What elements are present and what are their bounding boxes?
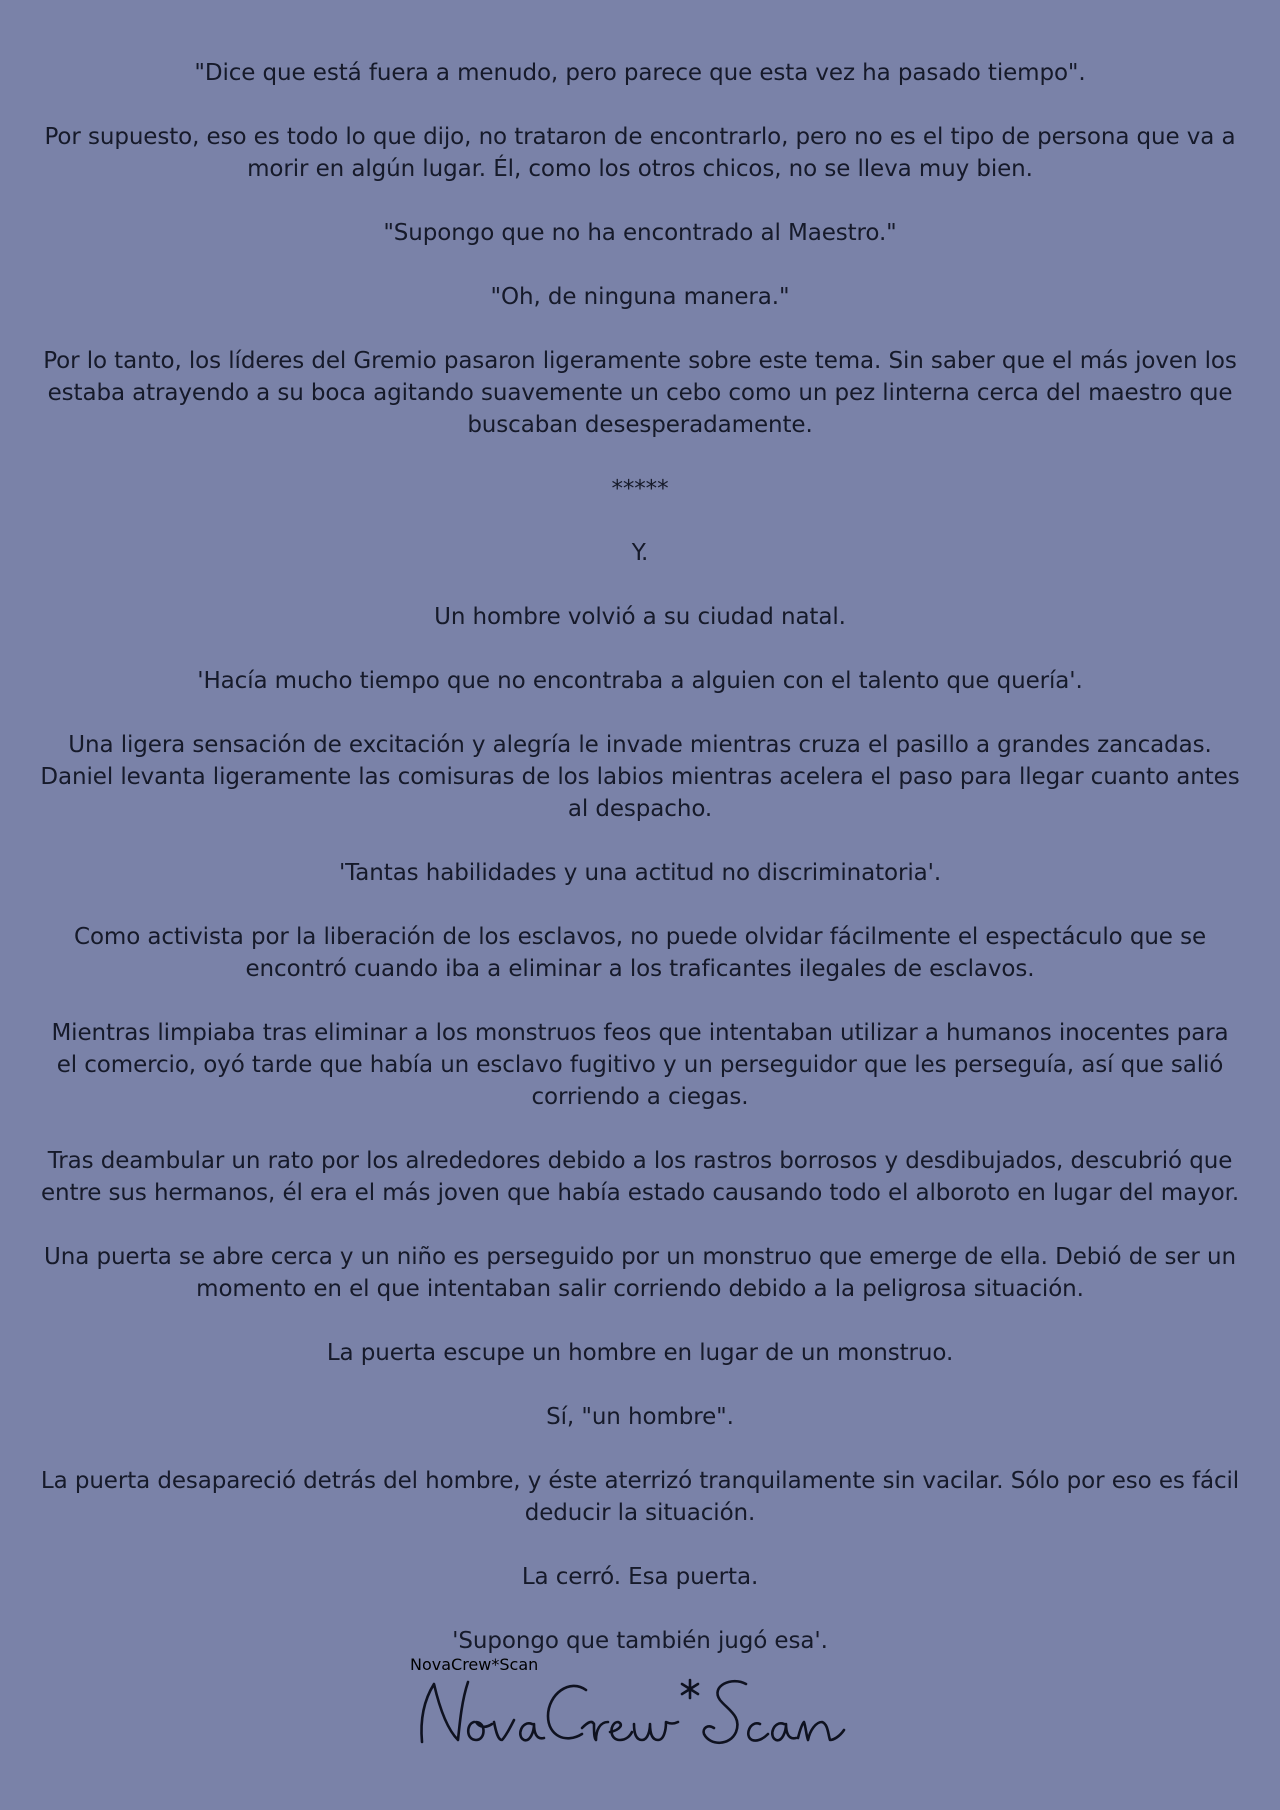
paragraph-18: La puerta desapareció detrás del hombre, y éste aterrizó tranquilamente sin vacilar. Sólo por eso es fácil deducir la situación.	[40, 1468, 1240, 1526]
paragraph-15: Una puerta se abre cerca y un niño es perseguido por un monstruo que emerge de ella. Debió de ser un momento en el que intentaban salir corriendo debido a la peligrosa situación.	[44, 1244, 1236, 1302]
document-body	[40, 57, 1240, 1689]
paragraph-8: Un hombre volvió a su ciudad natal.	[434, 604, 846, 630]
paragraph-12: Como activista por la liberación de los esclavos, no puede olvidar fácilmente el espectáculo que se encontró cuando iba a eliminar a los traficantes ilegales de esclavos.	[73, 924, 1206, 982]
paragraph-16: La puerta escupe un hombre en lugar de un monstruo.	[326, 1340, 954, 1366]
paragraph-3: "Supongo que no ha encontrado al Maestro."	[383, 220, 897, 246]
paragraph-7: Y.	[631, 540, 649, 566]
paragraph-9: 'Hacía mucho tiempo que no encontraba a alguien con el talento que quería'.	[197, 668, 1083, 694]
paragraph-4: "Oh, de ninguna manera."	[490, 284, 790, 310]
paragraph-20: 'Supongo que también jugó esa'.	[452, 1628, 828, 1654]
paragraph-14: Tras deambular un rato por los alrededores debido a los rastros borrosos y desdibujados, descubrió que entre sus hermanos, él era el más joven que había estado causando todo el alboroto en lugar del mayor.	[40, 1148, 1240, 1206]
scanlator-signature	[0, 1655, 1280, 1770]
scene-break: *****	[611, 476, 669, 502]
signature-strokes	[422, 1680, 845, 1743]
paragraph-10: Una ligera sensación de excitación y alegría le invade mientras cruza el pasillo a grandes zancadas. Daniel levanta ligeramente las comisuras de los labios mientras acelera el paso para llegar cuanto antes al despacho.	[40, 732, 1240, 822]
paragraph-2: Por supuesto, eso es todo lo que dijo, no trataron de encontrarlo, pero no es el tipo de persona que va a morir en algún lugar. Él, como los otros chicos, no se lleva muy bien.	[44, 124, 1236, 182]
paragraph-11: 'Tantas habilidades y una actitud no discriminatoria'.	[338, 860, 942, 886]
paragraph-5: Por lo tanto, los líderes del Gremio pasaron ligeramente sobre este tema. Sin saber que el más joven los estaba atrayendo a su boca agitando suavemente un cebo como un pez linterna cerca del maestro que buscaban desesperadamente.	[43, 348, 1237, 438]
paragraph-13: Mientras limpiaba tras eliminar a los monstruos feos que intentaban utilizar a humanos inocentes para el comercio, oyó tarde que había un esclavo fugitivo y un perseguidor que les perseguía, así que salió corriendo a ciegas.	[51, 1020, 1229, 1110]
paragraph-1: "Dice que está fuera a menudo, pero parece que esta vez ha pasado tiempo".	[194, 60, 1086, 86]
paragraph-19: La cerró. Esa puerta.	[521, 1564, 759, 1590]
signature-logo	[410, 1655, 870, 1760]
signature-text: NovaCrew*Scan	[410, 1655, 539, 1674]
paragraph-17: Sí, "un hombre".	[546, 1404, 734, 1430]
